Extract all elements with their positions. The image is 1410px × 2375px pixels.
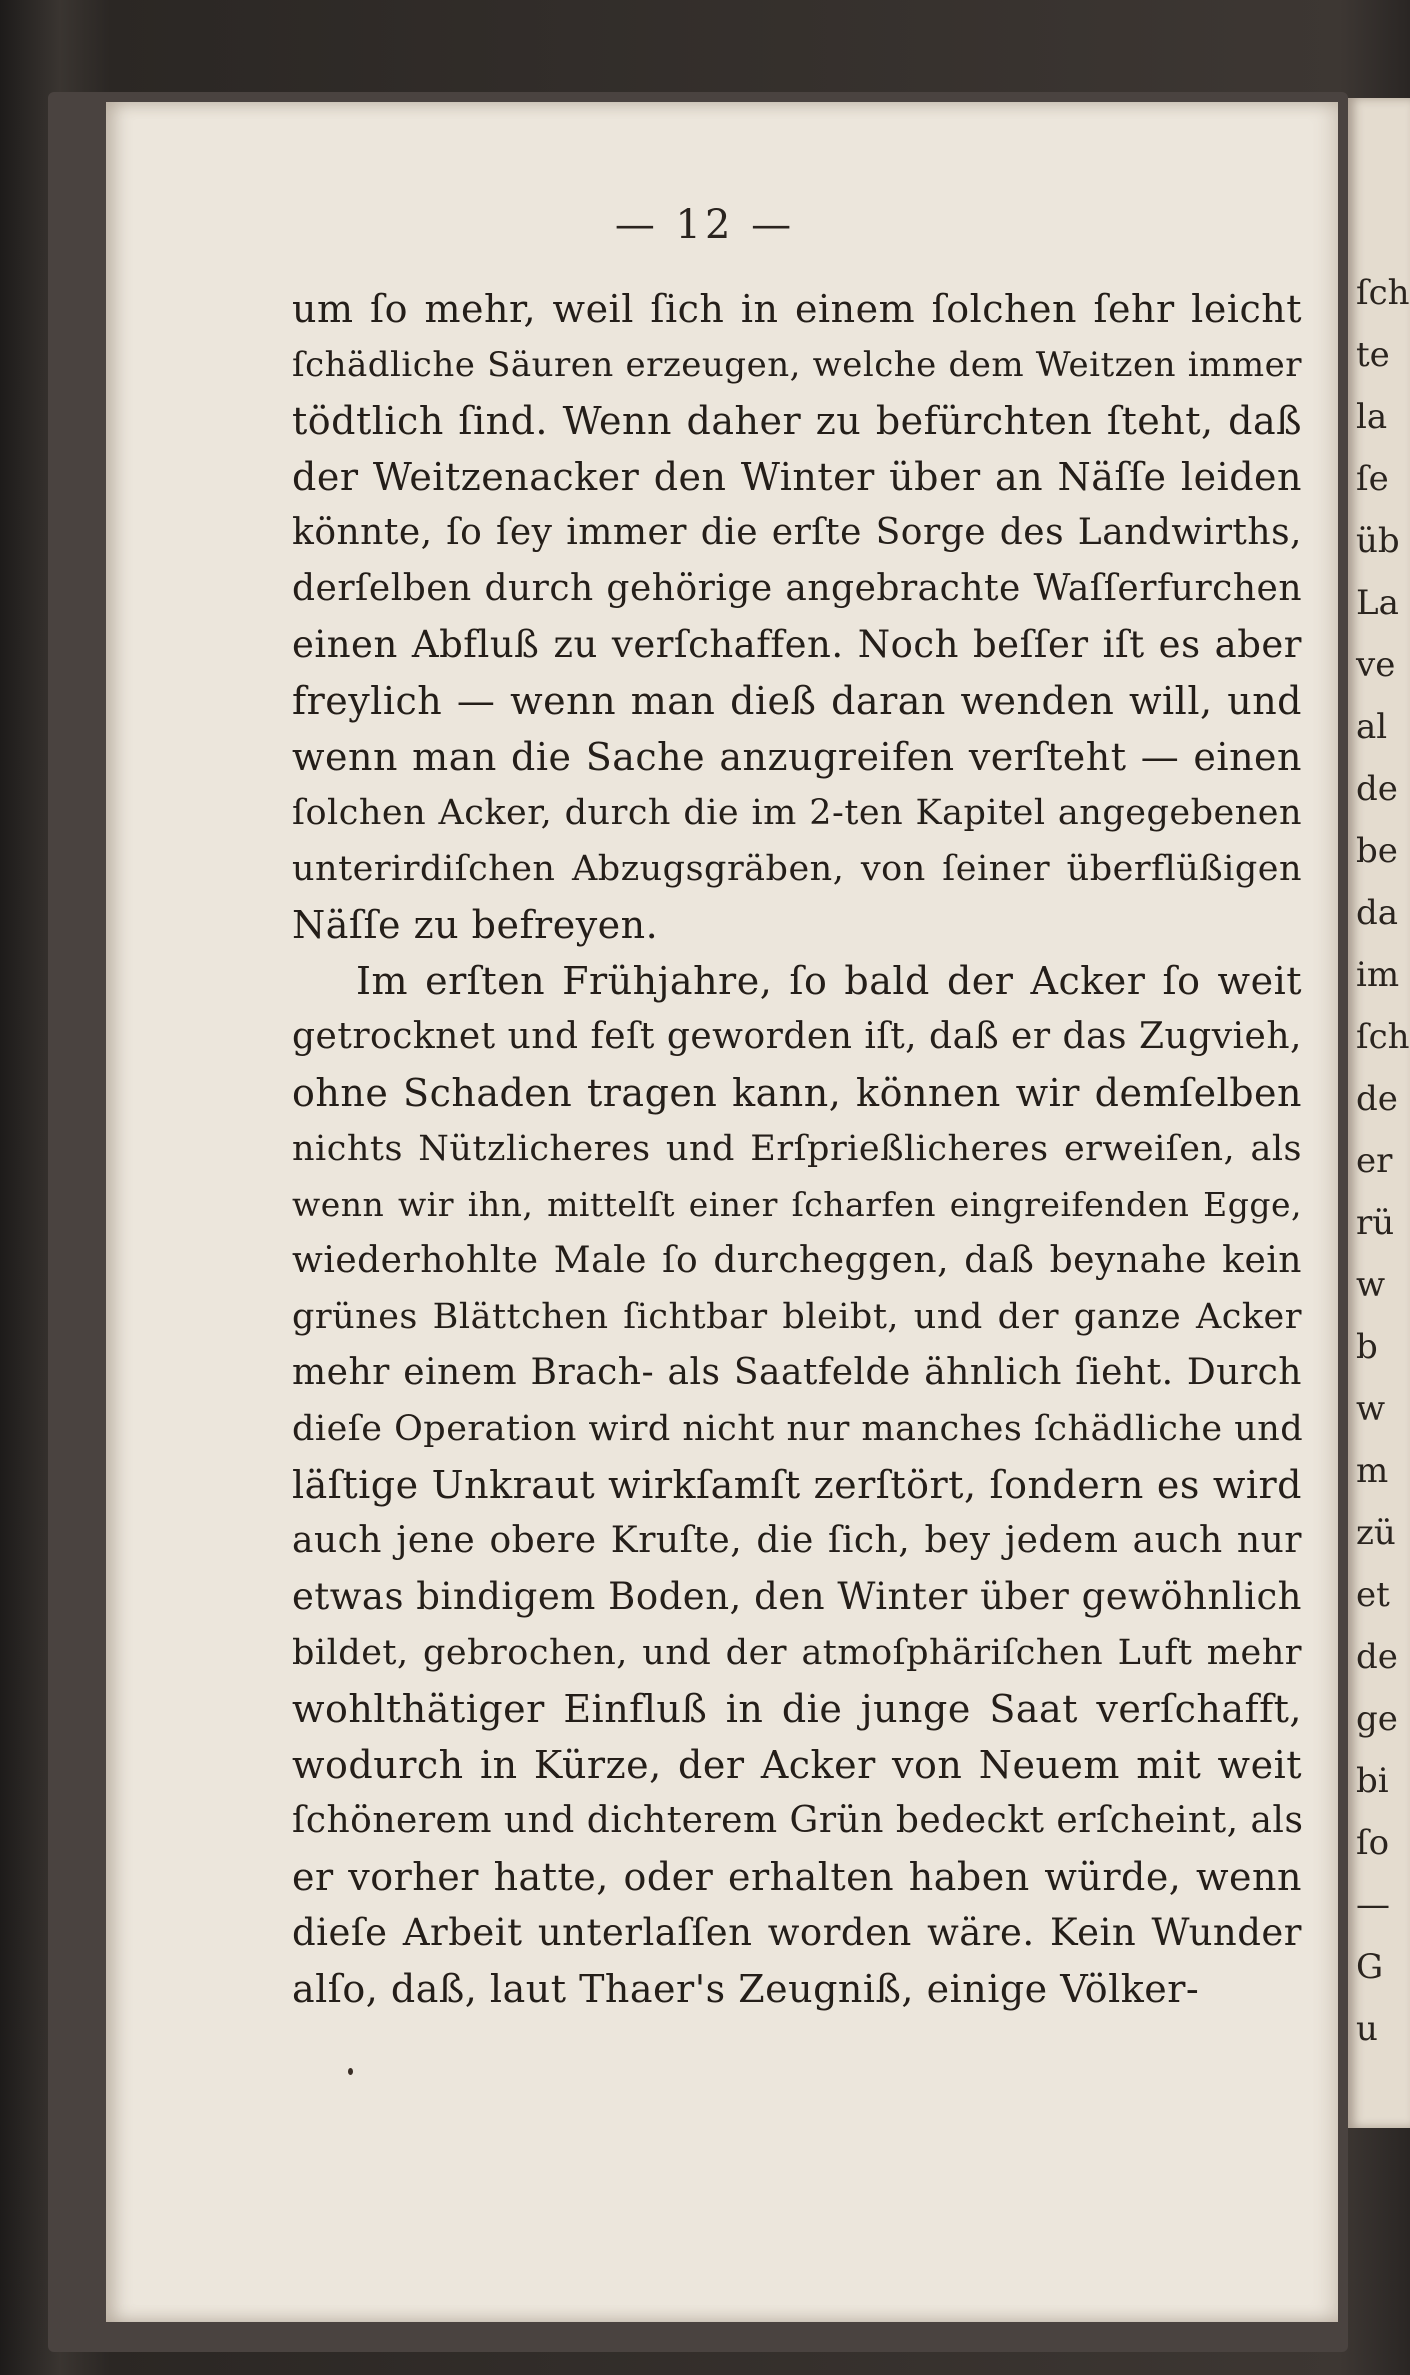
facing-page-fragment: ge <box>1356 1699 1398 1739</box>
facing-page-fragment: G <box>1356 1947 1384 1987</box>
text-line: wenn wir ihn, mittelſt einer ſcharfen eingreifenden Egge, <box>292 1185 1302 1224</box>
ink-speck <box>348 2068 353 2075</box>
facing-page-fragment: te <box>1356 335 1390 375</box>
text-line: mehr einem Brach- als Saatfelde ähnlich ſieht. Durch <box>292 1352 1302 1393</box>
facing-page-fragment: im <box>1356 955 1400 995</box>
text-line: Näſſe zu befreyen. <box>292 903 659 947</box>
facing-page-fragment: de <box>1356 769 1398 809</box>
facing-page-fragment: üb <box>1356 521 1400 561</box>
facing-page-fragment: rü <box>1356 1203 1395 1243</box>
facing-page-fragment: b <box>1356 1327 1378 1367</box>
facing-page-fragment: be <box>1356 831 1398 871</box>
facing-page-edge <box>1348 98 1410 2128</box>
text-line: freylich — wenn man dieß daran wenden will, und <box>292 679 1302 723</box>
facing-page-fragment: w <box>1356 1265 1386 1305</box>
text-line: er vorher hatte, oder erhalten haben würde, wenn <box>292 1855 1302 1899</box>
text-line: läſtige Unkraut wirkſamſt zerſtört, ſondern es wird <box>292 1463 1302 1507</box>
text-line: ſolchen Acker, durch die im 2-ten Kapitel angegebenen <box>292 793 1302 833</box>
text-line: nichts Nützlicheres und Erſprießlicheres erweiſen, als <box>292 1129 1302 1169</box>
text-line: tödtlich ſind. Wenn daher zu befürchten ſteht, daß <box>292 399 1302 443</box>
facing-page-fragment: w <box>1356 1389 1386 1429</box>
text-line: ſchönerem und dichterem Grün bedeckt erſcheint, als <box>292 1800 1304 1841</box>
text-line: der Weitzenacker den Winter über an Näſſe leiden <box>292 455 1302 499</box>
page-number: — 12 — <box>614 202 796 248</box>
text-line: etwas bindigem Boden, den Winter über gewöhnlich <box>292 1575 1302 1618</box>
text-line: wenn man die Sache anzugreifen verſteht — einen <box>292 735 1302 779</box>
facing-page-fragment: de <box>1356 1637 1398 1677</box>
facing-page-fragment: bi <box>1356 1761 1389 1801</box>
text-line: wodurch in Kürze, der Acker von Neuem mit weit <box>292 1743 1302 1787</box>
text-line: könnte, ſo ſey immer die erſte Sorge des Landwirths, <box>292 512 1302 553</box>
facing-page-fragment: u <box>1356 2009 1378 2049</box>
facing-page-fragment: ſe <box>1356 459 1389 499</box>
facing-page-fragment: zü <box>1356 1513 1396 1553</box>
text-line: ohne Schaden tragen kann, können wir demſelben <box>292 1071 1302 1115</box>
text-line: wohlthätiger Einfluß in die junge Saat verſchafft, <box>292 1687 1302 1731</box>
text-line: wiederhohlte Male ſo durcheggen, daß beynahe kein <box>292 1240 1302 1281</box>
facing-page-fragment: da <box>1356 893 1399 933</box>
page-body-text <box>292 281 1302 2017</box>
text-line: Im erſten Frühjahre, ſo bald der Acker ſo weit <box>356 959 1302 1003</box>
text-line: um ſo mehr, weil ſich in einem ſolchen ſehr leicht <box>292 287 1302 331</box>
text-line: auch jene obere Kruſte, die ſich, bey jedem auch nur <box>292 1520 1302 1561</box>
facing-page-fragment: de <box>1356 1079 1398 1119</box>
facing-page-fragment: m <box>1356 1451 1389 1491</box>
facing-page-fragment: al <box>1356 707 1388 747</box>
facing-page-fragment: — <box>1356 1885 1390 1925</box>
facing-page-fragment: et <box>1356 1575 1390 1615</box>
facing-page-fragment: La <box>1356 583 1399 623</box>
facing-page-fragment: ſch <box>1356 1017 1410 1057</box>
facing-page-fragment: la <box>1356 397 1388 437</box>
text-line: ſchädliche Säuren erzeugen, welche dem Weitzen immer <box>292 345 1302 385</box>
facing-page-fragment: er <box>1356 1141 1393 1181</box>
text-line: einen Abfluß zu verſchaffen. Noch beſſer iſt es aber <box>292 623 1302 666</box>
facing-page-fragment: ve <box>1356 645 1396 685</box>
text-line: getrocknet und feſt geworden iſt, daß er das Zugvieh, <box>292 1016 1302 1057</box>
facing-page-fragment: ſo <box>1356 1823 1390 1863</box>
text-line: derſelben durch gehörige angebrachte Waſſerfurchen <box>292 568 1302 609</box>
text-line: alſo, daß, laut Thaer's Zeugniß, einige Völker- <box>292 1967 1200 2011</box>
text-line: bildet, gebrochen, und der atmoſphäriſchen Luft mehr <box>292 1633 1302 1673</box>
text-line: dieſe Arbeit unterlaſſen worden wäre. Kein Wunder <box>292 1911 1302 1954</box>
text-line: unterirdiſchen Abzugsgräben, von ſeiner überflüßigen <box>292 849 1302 889</box>
text-line: dieſe Operation wird nicht nur manches ſchädliche und <box>292 1409 1304 1449</box>
text-line: grünes Blättchen ſichtbar bleibt, und der ganze Acker <box>292 1297 1302 1337</box>
facing-page-fragment: ſch <box>1356 273 1410 313</box>
